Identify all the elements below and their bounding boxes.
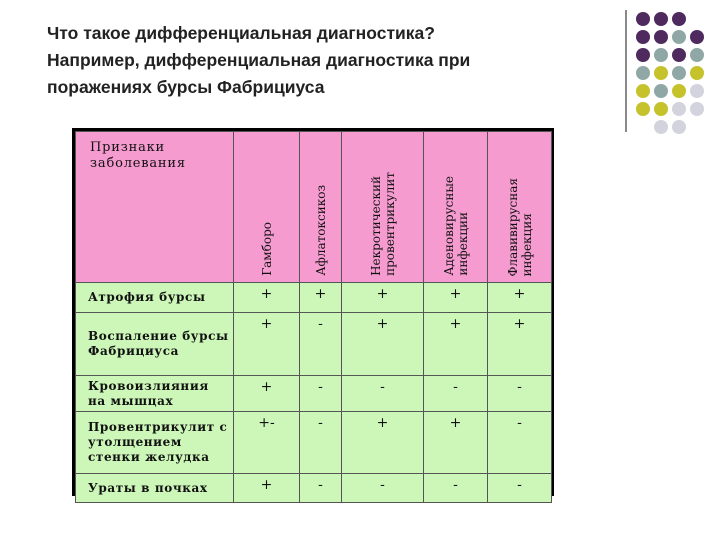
decorative-dot <box>654 84 668 98</box>
title-line-3: поражениях бурсы Фабрициуса <box>47 77 325 97</box>
table-cell: +- <box>234 412 300 474</box>
decorative-dot <box>690 102 704 116</box>
decorative-dot <box>636 12 650 26</box>
decorative-dot <box>672 30 686 44</box>
table-cell: + <box>424 313 488 376</box>
differential-diagnosis-table <box>75 131 552 503</box>
table-cell: - <box>300 376 342 412</box>
header-col-label: Аденовирусные инфекции <box>441 176 470 276</box>
row-label: Ураты в почках <box>76 474 234 503</box>
table-cell: + <box>424 283 488 313</box>
table-cell: + <box>234 313 300 376</box>
title-line-1: Что такое дифференциальная диагностика? <box>47 23 435 43</box>
decorative-dot <box>672 102 686 116</box>
decorative-dot <box>654 12 668 26</box>
table-cell: - <box>488 412 552 474</box>
row-label: Воспаление бурсы Фабрициуса <box>76 313 234 376</box>
decorative-dot <box>654 30 668 44</box>
decorative-dot <box>636 84 650 98</box>
table-cell: + <box>234 376 300 412</box>
decorative-dot-grid <box>0 0 720 140</box>
table-cell: + <box>342 313 424 376</box>
header-col-flavivirus <box>488 132 552 283</box>
decorative-dot <box>636 48 650 62</box>
table-cell: + <box>342 283 424 313</box>
table-cell: - <box>488 376 552 412</box>
decorative-dot <box>690 30 704 44</box>
table-cell: - <box>424 376 488 412</box>
header-col-label: Гамборо <box>259 222 274 276</box>
table-cell: - <box>300 313 342 376</box>
table-row <box>76 474 552 503</box>
decorative-dot <box>690 84 704 98</box>
decorative-dot <box>690 66 704 80</box>
table-cell: + <box>234 474 300 503</box>
header-signs-of-disease: Признаки заболевания <box>76 132 234 283</box>
table-cell: + <box>424 412 488 474</box>
decorative-dot <box>654 48 668 62</box>
table-cell: + <box>488 313 552 376</box>
table-cell: - <box>300 412 342 474</box>
table-cell: + <box>488 283 552 313</box>
header-col-necrotic-proventriculitis <box>342 132 424 283</box>
row-label: Провентрикулит с утолщением стенки желудка <box>76 412 234 474</box>
decorative-dot <box>636 30 650 44</box>
table-cell: - <box>424 474 488 503</box>
row-label: Атрофия бурсы <box>76 283 234 313</box>
header-col-label: Афлатоксикоз <box>313 185 328 276</box>
table-header-row <box>76 132 552 283</box>
decorative-dot <box>672 66 686 80</box>
header-col-aflatoxicosis <box>300 132 342 283</box>
table-cell: + <box>342 412 424 474</box>
decorative-dot <box>672 12 686 26</box>
table-row <box>76 283 552 313</box>
decorative-dot <box>690 48 704 62</box>
row-label: Кровоизлияния на мышцах <box>76 376 234 412</box>
table-cell: + <box>300 283 342 313</box>
diagnosis-table-frame <box>72 128 554 496</box>
table-cell: - <box>342 474 424 503</box>
table-row <box>76 376 552 412</box>
title-line-2: Например, дифференциальная диагностика при <box>47 50 471 70</box>
table-cell: - <box>342 376 424 412</box>
decorative-dot <box>672 84 686 98</box>
header-col-label: Флавивирусная инфекция <box>505 177 534 276</box>
decorative-dot <box>672 120 686 134</box>
table-row <box>76 412 552 474</box>
table-cell: - <box>300 474 342 503</box>
table-cell: - <box>488 474 552 503</box>
decorative-dot <box>654 102 668 116</box>
table-row <box>76 313 552 376</box>
decorative-dot <box>654 66 668 80</box>
header-col-label: Некротический провентрикулит <box>368 172 397 276</box>
header-col-gamboro <box>234 132 300 283</box>
decorative-dot <box>672 48 686 62</box>
decorative-dot <box>636 66 650 80</box>
header-col-adenovirus <box>424 132 488 283</box>
decorative-dot <box>654 120 668 134</box>
table-cell: + <box>234 283 300 313</box>
decorative-dot <box>636 102 650 116</box>
